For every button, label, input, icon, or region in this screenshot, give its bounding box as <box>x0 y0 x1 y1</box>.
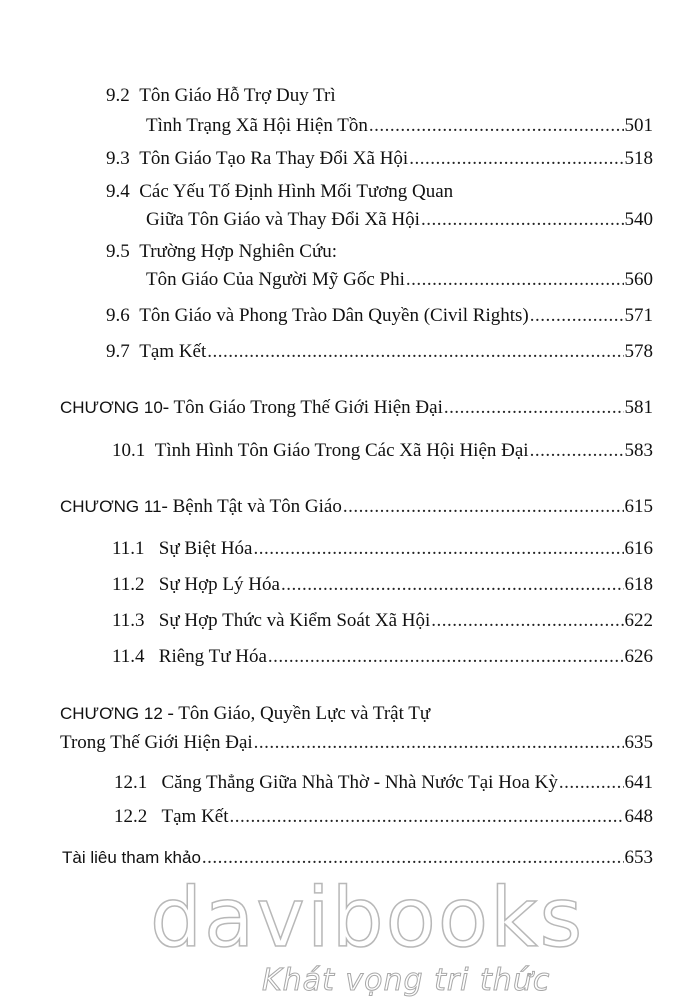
toc-entry-9-2-line1 <box>106 84 336 108</box>
page-number: 518 <box>624 148 653 169</box>
toc-title: Trường Hợp Nghiên Cứu: <box>139 241 338 262</box>
dot-leader <box>207 340 623 364</box>
page-number: 581 <box>624 397 653 418</box>
toc-entry-11-2[interactable] <box>112 573 653 597</box>
toc-entry-9-6[interactable] <box>106 304 653 328</box>
toc-entry-9-2[interactable] <box>146 114 653 138</box>
toc-title: Các Yếu Tố Định Hình Mối Tương Quan <box>139 181 454 202</box>
toc-entry-9-4[interactable] <box>146 208 653 232</box>
toc-title: Riêng Tư Hóa <box>158 646 267 667</box>
toc-number: 10.1 <box>112 440 146 461</box>
dot-leader <box>530 304 624 328</box>
dot-leader <box>268 645 624 669</box>
page-number: 615 <box>624 496 653 517</box>
chapter-label: CHƯƠNG 12 <box>60 704 163 723</box>
toc-title-cont: Tình Trạng Xã Hội Hiện Tồn <box>146 115 368 136</box>
page-number: 648 <box>624 806 653 827</box>
page-number: 618 <box>624 574 653 595</box>
dot-leader <box>431 609 623 633</box>
chapter-title: - Tôn Giáo, Quyền Lực và Trật Tự <box>162 703 431 724</box>
toc-number: 9.6 <box>106 305 130 326</box>
toc-number: 9.7 <box>106 341 130 362</box>
page-number: 578 <box>624 341 653 362</box>
toc-title: Sự Hợp Thức và Kiểm Soát Xã Hội <box>158 610 431 631</box>
toc-chapter-11[interactable] <box>60 495 653 519</box>
chapter-label: CHƯƠNG 11 <box>60 497 162 516</box>
watermark-tagline: Khát vọng tri thức <box>262 963 551 998</box>
dot-leader <box>253 537 623 561</box>
toc-number: 9.3 <box>106 148 130 169</box>
chapter-label: CHƯƠNG 10 <box>60 398 163 417</box>
chapter-title: - Bệnh Tật và Tôn Giáo <box>161 496 342 517</box>
watermark-brand: davibooks <box>150 871 585 966</box>
toc-number: 11.3 <box>112 610 145 631</box>
toc-title: Tôn Giáo Tạo Ra Thay Đổi Xã Hội <box>139 148 409 169</box>
dot-leader <box>530 439 624 463</box>
toc-title: Tình Hình Tôn Giáo Trong Các Xã Hội Hiện Đại <box>154 440 529 461</box>
dot-leader <box>254 731 624 755</box>
toc-entry-10-1[interactable] <box>112 439 653 463</box>
toc-title: Căng Thẳng Giữa Nhà Thờ - Nhà Nước Tại Hoa Kỳ <box>161 772 558 793</box>
toc-entry-11-3[interactable] <box>112 609 653 633</box>
dot-leader <box>202 846 624 870</box>
dot-leader <box>369 114 624 138</box>
toc-entry-9-5[interactable] <box>146 268 653 292</box>
toc-title-cont: Tôn Giáo Của Người Mỹ Gốc Phi <box>146 269 405 290</box>
dot-leader <box>409 147 623 171</box>
toc-number: 9.2 <box>106 85 130 106</box>
dot-leader <box>281 573 624 597</box>
page-number: 571 <box>624 305 653 326</box>
page-number: 653 <box>624 847 653 868</box>
page-number: 560 <box>624 269 653 290</box>
toc-references[interactable] <box>62 846 653 870</box>
page-number: 501 <box>624 115 653 136</box>
toc-number: 9.5 <box>106 241 130 262</box>
page-number: 622 <box>624 610 653 631</box>
toc-entry-9-7[interactable] <box>106 340 653 364</box>
toc-entry-9-5-line1 <box>106 240 337 264</box>
toc-entry-12-2[interactable] <box>114 805 653 829</box>
references-title: Tài liêu tham khảo <box>62 848 201 867</box>
toc-title-cont: Giữa Tôn Giáo và Thay Đổi Xã Hội <box>146 209 420 230</box>
toc-title: Sự Biệt Hóa <box>158 538 253 559</box>
chapter-title: - Tôn Giáo Trong Thế Giới Hiện Đại <box>162 397 443 418</box>
toc-title: Tạm Kết <box>161 806 229 827</box>
toc-number: 12.2 <box>114 806 148 827</box>
dot-leader <box>406 268 624 292</box>
toc-entry-11-4[interactable] <box>112 645 653 669</box>
toc-title: Tạm Kết <box>139 341 207 362</box>
toc-chapter-12-line1 <box>60 702 430 726</box>
page-number: 635 <box>624 732 653 753</box>
toc-entry-9-3[interactable] <box>106 147 653 171</box>
toc-number: 11.1 <box>112 538 145 559</box>
dot-leader <box>559 771 624 795</box>
dot-leader <box>343 495 624 519</box>
dot-leader <box>444 396 624 420</box>
toc-number: 12.1 <box>114 772 148 793</box>
toc-number: 11.2 <box>112 574 145 595</box>
toc-chapter-12[interactable] <box>60 731 653 755</box>
toc-title: Sự Hợp Lý Hóa <box>158 574 280 595</box>
toc-entry-11-1[interactable] <box>112 537 653 561</box>
page-number: 616 <box>624 538 653 559</box>
chapter-title-cont: Trong Thế Giới Hiện Đại <box>60 732 253 753</box>
toc-entry-12-1[interactable] <box>114 771 653 795</box>
toc-entry-9-4-line1 <box>106 180 453 204</box>
toc-number: 11.4 <box>112 646 145 667</box>
page-number: 641 <box>624 772 653 793</box>
toc-title: Tôn Giáo Hỗ Trợ Duy Trì <box>139 85 336 106</box>
page-number: 583 <box>624 440 653 461</box>
page-number: 626 <box>624 646 653 667</box>
dot-leader <box>230 805 624 829</box>
dot-leader <box>421 208 624 232</box>
toc-number: 9.4 <box>106 181 130 202</box>
toc-title: Tôn Giáo và Phong Trào Dân Quyền (Civil Rights) <box>139 305 529 326</box>
toc-chapter-10[interactable] <box>60 396 653 420</box>
page-number: 540 <box>624 209 653 230</box>
